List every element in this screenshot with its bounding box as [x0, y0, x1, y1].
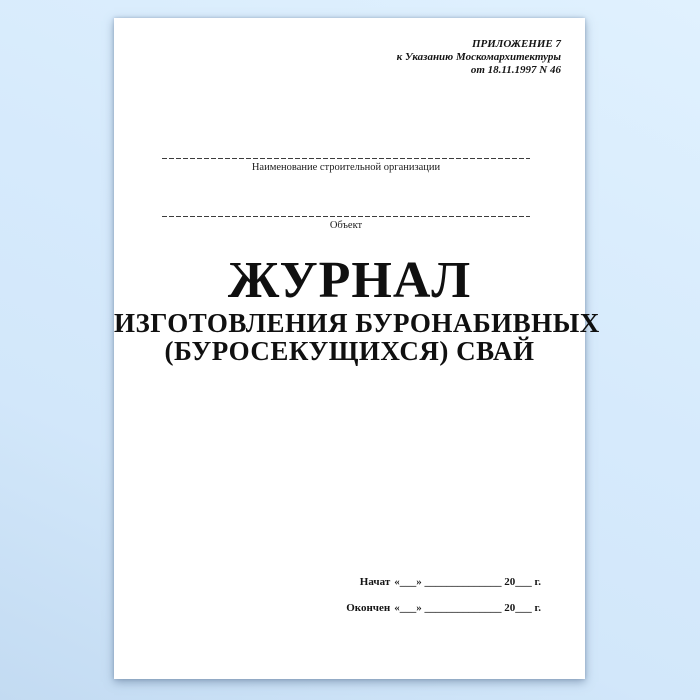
appendix-reference — [397, 38, 561, 77]
date-finished-blank: «___» ______________ 20___ г. — [394, 602, 541, 614]
date-started-row — [360, 576, 541, 589]
date-started-blank: «___» ______________ 20___ г. — [394, 576, 541, 588]
date-started-label: Начат — [359, 576, 391, 588]
appendix-line-3: от 18.11.1997 N 46 — [470, 64, 561, 76]
appendix-line-2: к Указанию Москомархитектуры — [396, 51, 561, 63]
object-caption: Объект — [329, 220, 363, 231]
date-finished-label: Окончен — [346, 602, 391, 614]
appendix-line-1: ПРИЛОЖЕНИЕ 7 — [471, 38, 561, 50]
organization-fill-line — [162, 158, 530, 160]
organization-caption: Наименование строительной организации — [251, 162, 441, 173]
journal-title: ЖУРНАЛ — [227, 252, 472, 309]
object-fill-line — [162, 216, 530, 218]
journal-subtitle-line-2: (БУРОСЕКУЩИХСЯ) СВАЙ — [164, 336, 535, 366]
journal-cover-page — [114, 18, 600, 679]
journal-subtitle-line-1: ИЗГОТОВЛЕНИЯ БУРОНАБИВНЫХ — [114, 308, 600, 338]
date-finished-row — [346, 602, 541, 615]
